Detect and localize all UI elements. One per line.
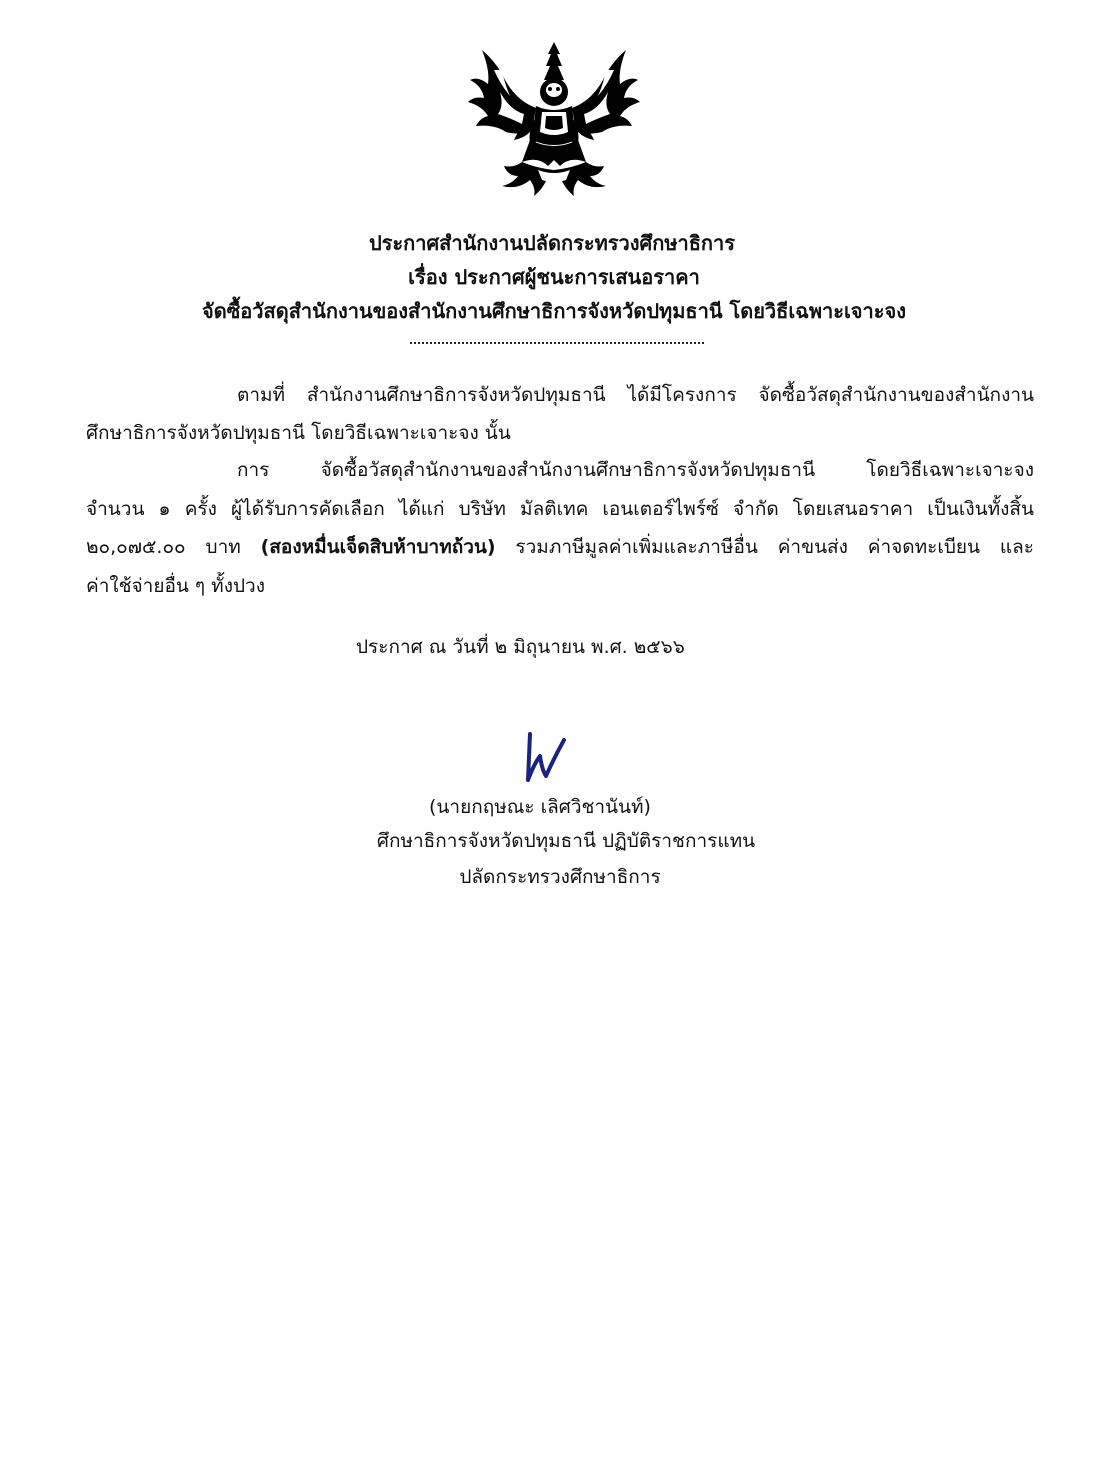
price-amount: ๒๐,๐๗๕.๐๐ บาท	[86, 536, 261, 558]
title-divider	[410, 342, 704, 344]
announcement-subject: เรื่อง ประกาศผู้ชนะการเสนอราคา	[408, 265, 700, 289]
paragraph-2-line-2: จำนวน ๑ ครั้ง ผู้ได้รับการคัดเลือก ได้แก่ บริษัท มัลติเทค เอนเตอร์ไพร์ซ์ จำกัด โดยเสนอราคา เป็นเงินทั้งสิ้น	[86, 498, 1034, 520]
paragraph-2-line-3	[86, 532, 1034, 562]
paragraph-1-line-1: ตามที่ สำนักงานศึกษาธิการจังหวัดปทุมธานี ได้มีโครงการ จัดซื้อวัสดุสำนักงานของสำนักงาน	[237, 384, 1034, 406]
announcement-subject-detail: จัดซื้อวัสดุสำนักงานของสำนักงานศึกษาธิการจังหวัดปทุมธานี โดยวิธีเฉพาะเจาะจง	[202, 299, 906, 323]
price-amount-in-words: (สองหมื่นเจ็ดสิบห้าบาทถ้วน)	[260, 536, 496, 558]
price-inclusions: รวมภาษีมูลค่าเพิ่มและภาษีอื่น ค่าขนส่ง ค่าจดทะเบียน และ	[495, 536, 1034, 558]
signatory-name: (นายกฤษณะ เลิศวิชานันท์)	[429, 796, 651, 818]
paragraph-2-line-1: การ จัดซื้อวัสดุสำนักงานของสำนักงานศึกษาธิการจังหวัดปทุมธานี โดยวิธีเฉพาะเจาะจง	[237, 459, 1034, 481]
paragraph-1-line-2: ศึกษาธิการจังหวัดปทุมธานี โดยวิธีเฉพาะเจาะจง นั้น	[86, 422, 511, 444]
announcement-title: ประกาศสำนักงานปลัดกระทรวงศึกษาธิการ	[368, 231, 736, 255]
announcement-date: ประกาศ ณ วันที่ ๒ มิถุนายน พ.ศ. ๒๕๖๖	[356, 636, 685, 658]
signatory-position: ศึกษาธิการจังหวัดปทุมธานี ปฏิบัติราชการแทน	[376, 830, 756, 852]
signature-icon	[512, 730, 572, 784]
paragraph-2-line-4: ค่าใช้จ่ายอื่น ๆ ทั้งปวง	[86, 575, 265, 597]
garuda-emblem-icon	[464, 40, 644, 200]
signatory-office: ปลัดกระทรวงศึกษาธิการ	[459, 866, 661, 888]
